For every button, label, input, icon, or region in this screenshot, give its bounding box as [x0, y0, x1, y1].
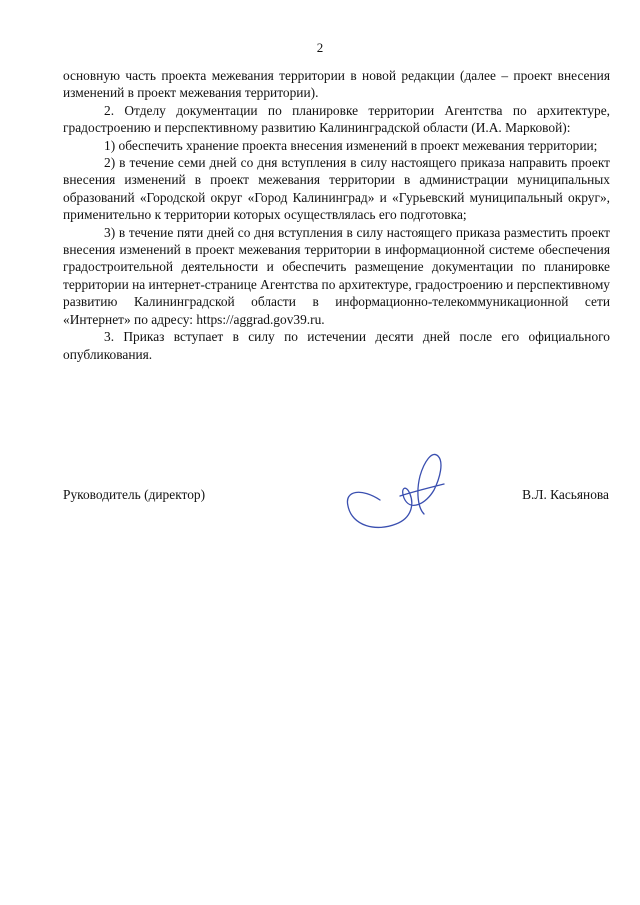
paragraph-subitem-3: 3) в течение пяти дней со дня вступления в силу настоящего приказа разместить проект внесения изменений в проект межевания территории в информационной системе обеспечения градостроительной деятельности и обеспечить размещение документации по планировке территории на интернет-странице Агентства по архитектуре, градостроению и перспективному развитию Калининградской области в информационно-телекоммуникационной сети «Интернет» по адресу: https://aggrad.gov39.ru. [63, 224, 610, 327]
paragraph-continuation: основную часть проекта межевания территории в новой редакции (далее – проект внесения изменений в проект межевания территории). [63, 68, 610, 101]
paragraph-item-2: 2. Отделу документации по планировке территории Агентства по архитектуре, градостроению и перспективному развитию Калининградской области (И.А. Марковой): [63, 102, 610, 136]
handwritten-signature [340, 448, 450, 540]
paragraph-subitem-1: 1) обеспечить хранение проекта внесения изменений в проект межевания территории; [104, 137, 598, 153]
paragraph-item-3: 3. Приказ вступает в силу по истечении десяти дней после его официального опубликования. [63, 329, 610, 362]
document-body [63, 67, 610, 363]
signatory-title: Руководитель (директор) [63, 487, 206, 502]
signature-stroke [347, 454, 444, 527]
paragraph-subitem-2: 2) в течение семи дней со дня вступления в силу настоящего приказа направить проект внесения изменений в проект межевания территории в администрации муниципальных образований «Городской округ «Город Калининград» и «Гурьевский муниципальный округ», применительно к территории которых осуществлялась его подготовка; [63, 155, 610, 223]
signatory-name: В.Л. Касьянова [522, 487, 609, 502]
page-number: 2 [316, 40, 324, 55]
